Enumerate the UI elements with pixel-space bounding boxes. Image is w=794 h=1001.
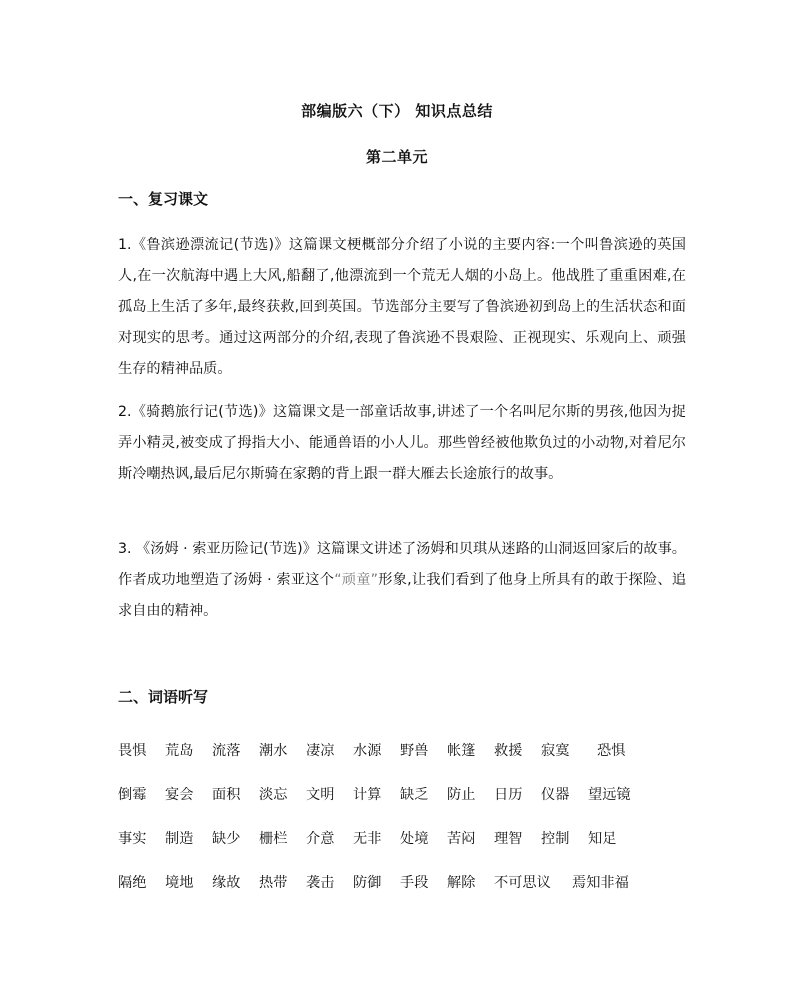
- vocabulary-word: 无非: [353, 831, 382, 847]
- vocabulary-word: 宴会: [165, 787, 194, 803]
- vocabulary-word: 缘故: [212, 875, 241, 891]
- vocabulary-word: 袭击: [306, 875, 335, 891]
- unit-title: 第二单元: [365, 148, 428, 166]
- vocabulary-word: 解除: [447, 875, 476, 891]
- vocabulary-word: 处境: [400, 831, 429, 847]
- vocabulary-word: 荒岛: [165, 743, 194, 759]
- vocabulary-word: 隔绝: [118, 875, 147, 891]
- vocabulary-word: 苦闷: [447, 831, 476, 847]
- vocabulary-word: 事实: [118, 831, 147, 847]
- vocabulary-word: 计算: [353, 787, 382, 803]
- vocabulary-word: 理智: [494, 831, 523, 847]
- vocabulary-word: 寂寞: [541, 743, 570, 759]
- vocabulary-row-1: [118, 728, 698, 772]
- vocabulary-word: 防御: [353, 875, 382, 891]
- vocabulary-row-4: [118, 860, 698, 904]
- vocabulary-word: 流落: [212, 743, 241, 759]
- section-heading-dictation: 二、词语听写: [118, 688, 209, 706]
- vocabulary-row-3: [118, 816, 698, 860]
- vocabulary-word: 帐篷: [447, 743, 476, 759]
- section-heading-review: 一、复习课文: [118, 190, 209, 208]
- vocabulary-word: 知足: [588, 831, 617, 847]
- vocabulary-word: 焉知非福: [572, 875, 629, 891]
- vocabulary-word: 缺少: [212, 831, 241, 847]
- vocabulary-word: 救援: [494, 743, 523, 759]
- lesson-summary-2: 2.《骑鹅旅行记(节选)》这篇课文是一部童话故事,讲述了一个名叫尼尔斯的男孩,他因为捉弄小精灵,被变成了拇指大小、能通兽语的小人儿。那些曾经被他欺负过的小动物,对着尼尔斯冷嘲热讽,最后尼尔斯骑在家鹅的背上跟一群大雁去长途旅行的故事。: [118, 404, 686, 482]
- vocabulary-word: 淡忘: [259, 787, 288, 803]
- vocabulary-word: 介意: [306, 831, 335, 847]
- vocabulary-word: 防止: [447, 787, 476, 803]
- vocabulary-word: 控制: [541, 831, 570, 847]
- vocabulary-word: 日历: [494, 787, 523, 803]
- lesson-summary-3-text-b: 形象,让我们看到了他身上所具有的敢于探险、追求自由的精神。: [118, 572, 687, 619]
- vocabulary-word: 制造: [165, 831, 194, 847]
- vocabulary-word: 不可思议: [494, 875, 551, 891]
- vocabulary-word: 凄凉: [306, 743, 335, 759]
- lesson-summary-3-text-a: 3. 《汤姆 · 索亚历险记(节选)》这篇课文讲述了汤姆和贝琪从迷路的山洞返回家后的故事。作者成功地塑造了汤姆 · 索亚这个: [118, 541, 686, 588]
- lesson-summary-1: 1.《鲁滨逊漂流记(节选)》这篇课文梗概部分介绍了小说的主要内容:一个叫鲁滨逊的英国人,在一次航海中遇上大风,船翻了,他漂流到一个荒无人烟的小岛上。他战胜了重重困难,在孤岛上生活了多年,最终获救,回到英国。节选部分主要写了鲁滨逊初到岛上的生活状态和面对现实的思考。通过这两部分的介绍,表现了鲁滨逊不畏艰险、正视现实、乐观向上、顽强生存的精神品质。: [118, 237, 686, 377]
- vocabulary-grid: [118, 728, 698, 904]
- vocabulary-word: 倒霉: [118, 787, 147, 803]
- vocabulary-word: 水源: [353, 743, 382, 759]
- vocabulary-word: 文明: [306, 787, 335, 803]
- vocabulary-word: 热带: [259, 875, 288, 891]
- vocabulary-word: 缺乏: [400, 787, 429, 803]
- vocabulary-word: 恐惧: [597, 743, 626, 759]
- vocabulary-word: 手段: [400, 875, 429, 891]
- vocabulary-word: 畏惧: [118, 743, 147, 759]
- vocabulary-word: 仪器: [541, 787, 570, 803]
- vocabulary-word: 面积: [212, 787, 241, 803]
- lesson-summary-3: [118, 534, 686, 627]
- vocabulary-word: 境地: [165, 875, 194, 891]
- quoted-term: “顽童”: [334, 572, 379, 588]
- vocabulary-word: 野兽: [400, 743, 429, 759]
- document-title: 部编版六（下） 知识点总结: [301, 102, 493, 120]
- vocabulary-word: 望远镜: [588, 787, 631, 803]
- vocabulary-word: 栅栏: [259, 831, 288, 847]
- vocabulary-row-2: [118, 772, 698, 816]
- vocabulary-word: 潮水: [259, 743, 288, 759]
